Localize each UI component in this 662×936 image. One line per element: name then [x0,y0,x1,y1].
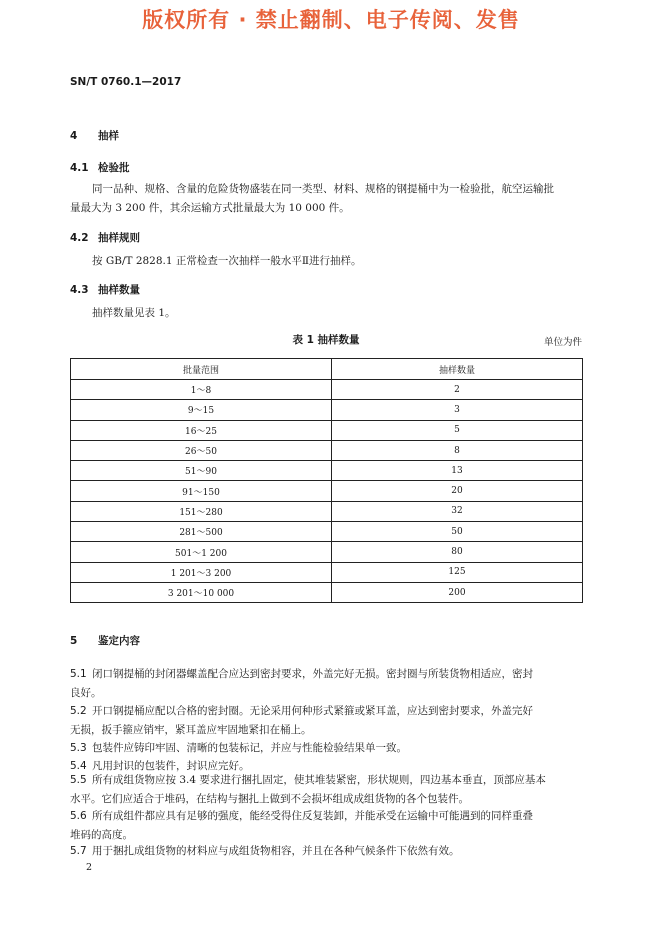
section-5-heading [70,633,140,648]
table-row [71,501,583,521]
clause-number: 5.4 [70,760,87,772]
column-header: 抽样数量 [332,359,583,380]
table-cell: 16～25 [71,420,332,440]
clause-number: 5.2 [70,705,87,717]
section-4-2-heading [70,230,140,245]
section-number: 4.2 [70,232,89,244]
table-row [71,461,583,481]
table-cell: 80 [332,542,583,562]
clause-text: 所有成组件都应具有足够的强度，能经受得住反复装卸，并能承受在运输中可能遇到的同样重叠 [92,810,533,822]
table-cell: 2 [332,380,583,400]
clause-number: 5.6 [70,810,87,822]
section-number: 4 [70,130,78,142]
table-row [71,440,583,460]
text-line: 同一品种、规格、含量的危险货物盛装在同一类型、材料、规格的钢提桶中为一检验批，航空运输批 [92,183,554,195]
table-cell: 3 201～10 000 [71,582,332,602]
section-title: 鉴定内容 [98,635,140,647]
table-row [71,522,583,542]
clause-text: 闭口钢提桶的封闭器螺盖配合应达到密封要求，外盖完好无损。密封圈与所装货物相适应，密封 [92,668,533,680]
table-row [71,542,583,562]
clause-text: 开口钢提桶应配以合格的密封圈。无论采用何种形式紧箍或紧耳盖，应达到密封要求，外盖完好 [92,705,533,717]
table-caption: 表 1 抽样数量 [292,334,360,346]
section-4-3-heading [70,282,140,297]
section-4-heading [70,128,119,143]
section-number: 4.3 [70,284,89,296]
table-row [71,481,583,501]
section-4-1-heading [70,160,130,175]
table-header-row [71,359,583,380]
section-4-2-text: 按 GB/T 2828.1 正常检查一次抽样一般水平Ⅱ进行抽样。 [92,255,362,267]
table-cell: 9～15 [71,400,332,420]
table-cell: 20 [332,481,583,501]
table-cell: 91～150 [71,481,332,501]
section-title: 抽样规则 [98,232,140,244]
table-cell: 32 [332,501,583,521]
section-4-1-text [70,180,586,218]
clause-text: 凡用封识的包装件，封识应完好。 [92,760,250,772]
clause-text: 用于捆扎成组货物的材料应与成组货物相容，并且在各种气候条件下依然有效。 [92,845,460,857]
clause-5-1 [70,665,586,703]
clause-number: 5.3 [70,742,87,754]
clause-number: 5.7 [70,845,87,857]
table-cell: 1～8 [71,380,332,400]
clause-5-3 [70,739,586,758]
table-row [71,562,583,582]
table-cell: 5 [332,420,583,440]
table-cell: 50 [332,522,583,542]
clause-text: 所有成组货物应按 3.4 要求进行捆扎固定，使其堆装紧密，形状规则，四边基本垂直，顶部应基本 [92,774,546,786]
clause-number: 5.1 [70,668,87,680]
table-cell: 200 [332,582,583,602]
section-title: 抽样数量 [98,284,140,296]
column-header: 批量范围 [71,359,332,380]
section-title: 抽样 [98,130,119,142]
table-row [71,582,583,602]
standard-number: SN/T 0760.1—2017 [70,76,182,88]
clause-5-6 [70,807,586,845]
copyright-banner: 版权所有 · 禁止翻制、电子传阅、发售 [142,8,520,32]
table-cell: 501～1 200 [71,542,332,562]
section-number: 4.1 [70,162,89,174]
clause-text: 良好。 [70,687,102,699]
clause-text: 无损，扳手箍应销牢，紧耳盖应牢固地紧扣在桶上。 [70,724,312,736]
section-number: 5 [70,635,78,647]
section-title: 检验批 [98,162,130,174]
clause-number: 5.5 [70,774,87,786]
table-row [71,420,583,440]
clause-5-2 [70,702,586,740]
table-row [71,380,583,400]
sampling-table [70,358,583,603]
table-cell: 3 [332,400,583,420]
clause-text: 水平。它们应适合于堆码，在结构与捆扎上做到不会损坏组成成组货物的各个包装件。 [70,793,469,805]
clause-text: 堆码的高度。 [70,829,133,841]
table-cell: 26～50 [71,440,332,460]
table-cell: 13 [332,461,583,481]
table-cell: 125 [332,562,583,582]
table-cell: 281～500 [71,522,332,542]
page-number: 2 [86,862,93,873]
table-unit: 单位为件 [543,337,582,348]
table-cell: 1 201～3 200 [71,562,332,582]
table-row [71,400,583,420]
section-4-3-text: 抽样数量见表 1。 [92,307,176,319]
clause-5-7 [70,842,586,861]
clause-text: 包装件应铸印牢固、清晰的包装标记，并应与性能检验结果单一致。 [92,742,407,754]
table-cell: 8 [332,440,583,460]
table-cell: 151～280 [71,501,332,521]
table-cell: 51～90 [71,461,332,481]
text-line: 量最大为 3 200 件，其余运输方式批量最大为 10 000 件。 [70,202,350,214]
clause-5-5 [70,771,586,809]
